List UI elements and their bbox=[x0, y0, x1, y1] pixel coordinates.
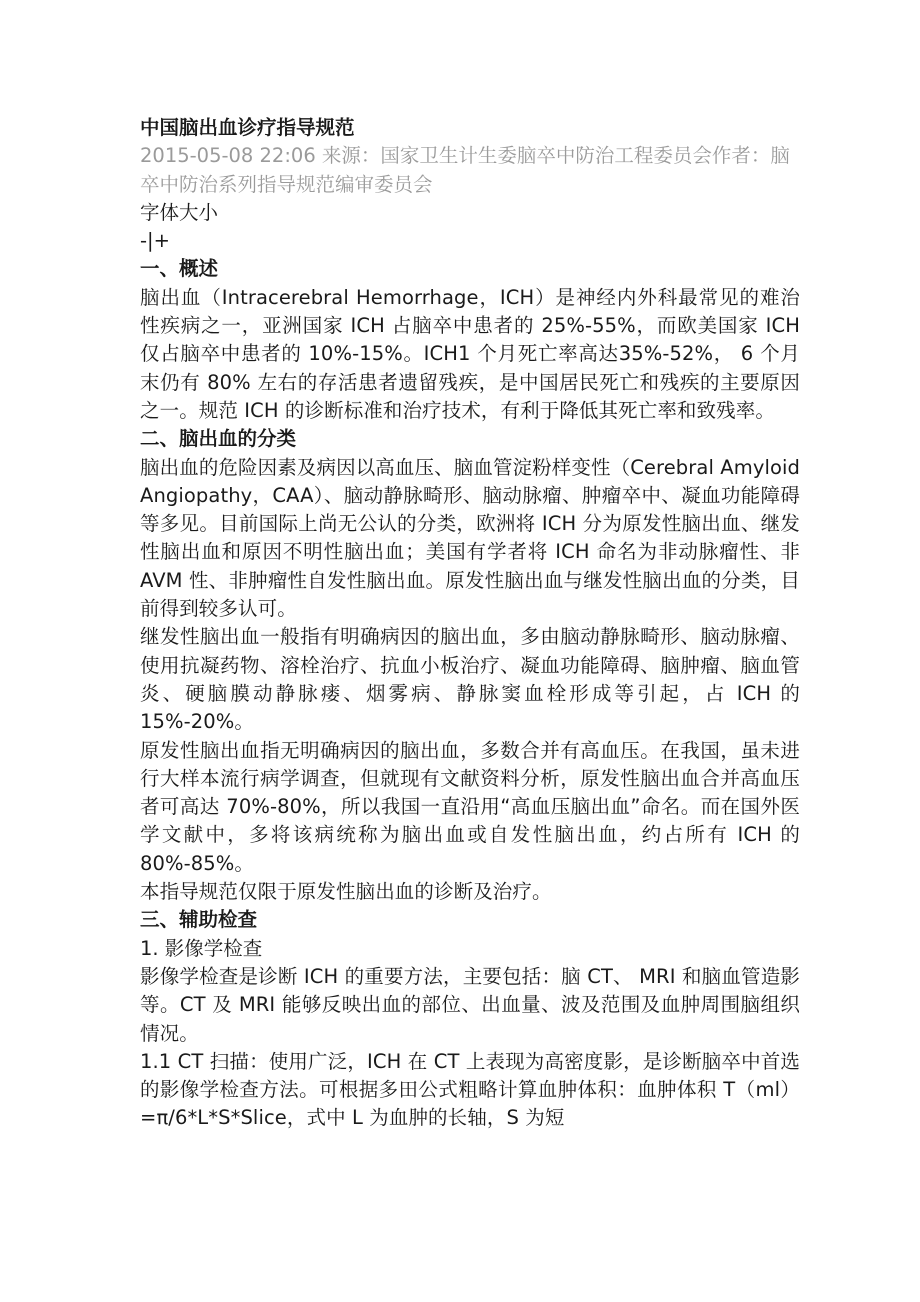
paragraph-classification-3: 原发性脑出血指无明确病因的脑出血，多数合并有高血压。在我国，虽未进行大样本流行病学调查，但就现有文献资料分析，原发性脑出血合并高血压者可高达 70%-80%，所以我国一直沿用“高血压脑出血”命名。而在国外医学文献中，多将该病统称为脑出血或自发性脑出血，约占所有 ICH 的 80%-85%。 bbox=[140, 738, 800, 875]
paragraph-overview: 脑出血（Intracerebral Hemorrhage，ICH）是神经内外科最常见的难治性疾病之一，亚洲国家 ICH 占脑卒中患者的 25%-55%，而欧美国家 ICH 仅占脑卒中患者的 10%-15%。ICH1 个月死亡率高达35%-52%， 6 个月末仍有 80% 左右的存活患者遗留残疾，是中国居民死亡和残疾的主要原因之一。规范 ICH 的诊断标准和治疗技术，有利于降低其死亡率和致残率。 bbox=[140, 285, 800, 422]
paragraph-classification-1: 脑出血的危险因素及病因以高血压、脑血管淀粉样变性（Cerebral Amyloid Angiopathy，CAA）、脑动静脉畸形、脑动脉瘤、肿瘤卒中、凝血功能障碍等多见。目前国际上尚无公认的分类，欧洲将 ICH 分为原发性脑出血、继发性脑出血和原因不明性脑出血；美国有学者将 ICH 命名为非动脉瘤性、非 AVM 性、非肿瘤性自发性脑出血。原发性脑出血与继发性脑出血的分类，目前得到较多认可。 bbox=[140, 455, 800, 621]
subheading-imaging: 1. 影像学检查 bbox=[140, 936, 263, 960]
paragraph-classification-4: 本指导规范仅限于原发性脑出血的诊断及治疗。 bbox=[140, 880, 552, 904]
section-heading-auxiliary-exams: 三、辅助检查 bbox=[140, 908, 258, 932]
paragraph-imaging-ct: 1.1 CT 扫描：使用广泛，ICH 在 CT 上表现为高密度影，是诊断脑卒中首选的影像学检查方法。可根据多田公式粗略计算血肿体积：血肿体积 T（ml）=π/6*L*S*Slice，式中 L 为血肿的长轴，S 为短 bbox=[140, 1049, 800, 1130]
article-title: 中国脑出血诊疗指导规范 bbox=[140, 116, 355, 139]
font-size-controls[interactable]: -|+ bbox=[140, 229, 170, 253]
font-size-label: 字体大小 bbox=[140, 200, 219, 224]
document-page bbox=[140, 114, 800, 1133]
section-heading-classification: 二、脑出血的分类 bbox=[140, 427, 297, 451]
paragraph-classification-2: 继发性脑出血一般指有明确病因的脑出血，多由脑动静脉畸形、脑动脉瘤、使用抗凝药物、溶栓治疗、抗血小板治疗、凝血功能障碍、脑肿瘤、脑血管炎、硬脑膜动静脉瘘、烟雾病、静脉窦血栓形成等引起，占 ICH 的 15%-20%。 bbox=[140, 625, 800, 734]
article-meta: 2015-05-08 22:06 来源：国家卫生计生委脑卒中防治工程委员会作者：脑卒中防治系列指导规范编审委员会 bbox=[140, 144, 790, 196]
paragraph-imaging-1: 影像学检查是诊断 ICH 的重要方法，主要包括：脑 CT、 MRI 和脑血管造影等。CT 及 MRI 能够反映出血的部位、出血量、波及范围及血肿周围脑组织情况。 bbox=[140, 964, 800, 1045]
section-heading-overview: 一、概述 bbox=[140, 257, 219, 281]
